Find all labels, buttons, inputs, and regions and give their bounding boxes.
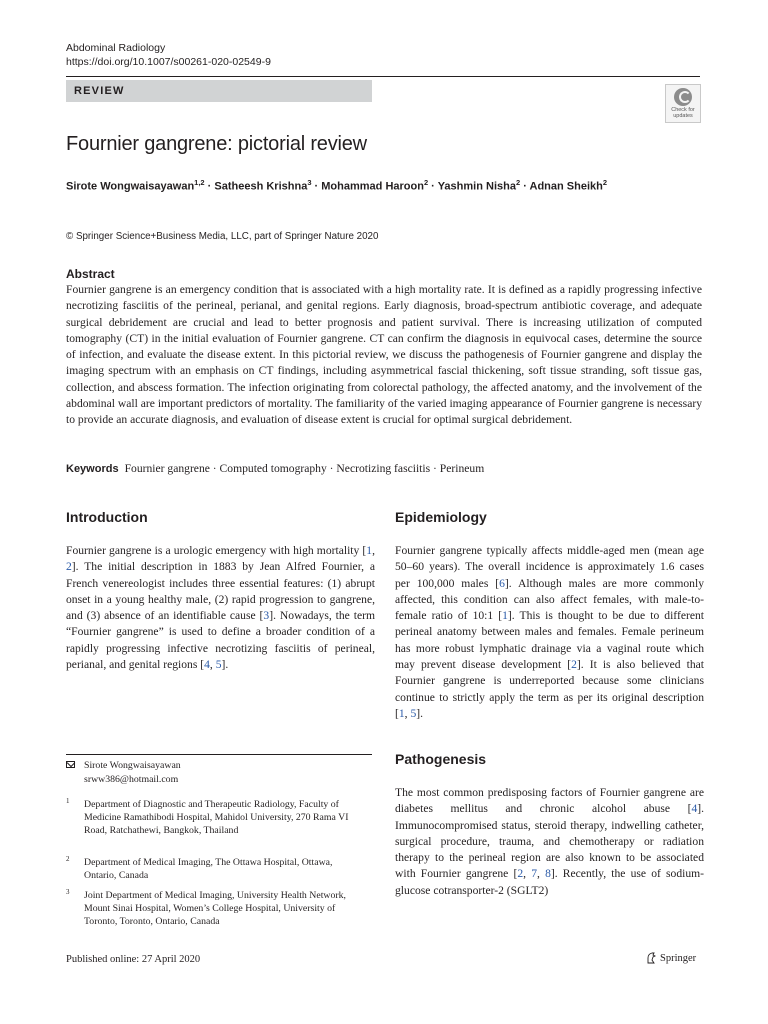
epidemiology-text: Fournier gangrene typically affects middle-aged men (mean age 50–60 years). The overall incidence is approximately 1.6 cases per 100,000 males [6]. Although males are more commonly affected, this condition can also affect females, with male-to-female ratio of 10:1 [1]. This is thought to be due to different perineal anatomy between males and females. Female perineum has more robust lymphatic drainage via a vaginal route which may prevent disease development [2]. It is also believed that Fournier gangrene is underreported because some clinicians continue to strictly apply the term as per its original description [1, 5]. [395, 544, 704, 720]
article-type-band: REVIEW [66, 80, 372, 102]
author-name[interactable]: Yashmin Nisha [437, 180, 516, 193]
check-for-updates-badge[interactable]: Check for updates [665, 84, 701, 123]
pathogenesis-heading: Pathogenesis [395, 751, 487, 767]
citation-link[interactable]: 8 [545, 867, 551, 881]
pathogenesis-text: The most common predisposing factors of Fournier gangrene are diabetes mellitus and chronic alcohol abuse [4]. Immunocompromised status, steroid therapy, indwelling catheter, surgical procedure, trauma, and chemotherapy or radiation therapy to the perineal region are also known to be associated with Fournier gangrene [2, 7, 8]. Recently, the use of sodium-glucose cotransporter-2 (SGLT2) [395, 786, 705, 897]
author-list: Sirote Wongwaisayawan$^{1,2}$ · Satheesh Krishna$^3$ · Mohammad Haroon$^2$ · Yashmin Nisha$^2$ · Adnan Sheikh$^2$ [66, 178, 608, 193]
author-affiliation: 2 [423, 178, 429, 187]
citation-link[interactable]: 3 [263, 609, 270, 623]
affiliation-number: 2 [66, 855, 70, 863]
author-name[interactable]: Adnan Sheikh [529, 180, 603, 193]
citation-link[interactable]: 2 [66, 560, 72, 574]
citation-link[interactable]: 7 [531, 867, 537, 881]
citation-link[interactable]: 5 [410, 706, 417, 720]
envelope-icon [66, 761, 75, 768]
affiliation-3 [66, 889, 356, 929]
journal-name: Abdominal Radiology [66, 42, 166, 54]
author-name[interactable]: Mohammad Haroon [321, 180, 424, 193]
citation-link[interactable]: 1 [398, 706, 405, 720]
abstract-text: Fournier gangrene is an emergency condition that is associated with a high mortality rate. It is defined as a rapidly progressing infective necrotizing fasciitis of the perineal, perianal, and genital regions. Early diagnosis, broad-spectrum antibiotic coverage, and adequate surgical debridement are crucial and lead to better prognosis and patient survival. There is increasing utilization of computed tomography (CT) in the initial evaluation of Fournier gangrene. CT can confirm the diagnosis in equivocal cases, determine the source of infection, and evaluate the disease extent. In this pictorial review, we discuss the pathogenesis of Fournier gangrene and display the imaging spectrum with an emphasis on CT findings, including asymmetrical fascial thickening, soft tissue stranding, soft tissue gas, collection, and abscess formation. The infection originating from colorectal pathology, the affected anatomy, and the involvement of the abdominal wall are important predictors of mortality. The familiarity of the varied imaging appearance of Fournier gangrene is necessary to provide an accurate diagnosis, and evaluation of disease extent is crucial for optimal surgical debridement. [66, 283, 702, 427]
published-date: Published online: 27 April 2020 [66, 954, 201, 965]
header-rule [66, 76, 700, 77]
keywords-line [66, 462, 484, 475]
introduction-text: Fournier gangrene is a urologic emergency with high mortality [1, 2]. The initial description in 1883 by Jean Alfred Fournier, a French venereologist includes three essential features: (1) abrupt onset in a young healthy male, (2) rapid progression to gangrene, and (3) absence of an identifiable cause [3]. Nowadays, the term “Fournier gangrene” is used to define a broader condition of a rapidly progressing infective necrotizing fasciitis of perineal, perianal, and genital regions [4, 5]. [66, 544, 375, 672]
citation-link[interactable]: 5 [215, 658, 222, 672]
citation-link[interactable]: 2 [517, 867, 524, 881]
citation-link[interactable]: 6 [499, 576, 505, 590]
author-affiliation: 3 [307, 178, 312, 187]
author-affiliation: 1,2 [194, 178, 205, 187]
abstract-heading: Abstract [66, 267, 115, 281]
publisher-logo[interactable] [646, 952, 696, 964]
citation-link[interactable]: 4 [204, 658, 210, 672]
publisher-name: Springer [660, 952, 697, 964]
citation-link[interactable]: 1 [502, 609, 508, 623]
affiliation-text: Department of Medical Imaging, The Ottawa Hospital, Ottawa, Ontario, Canada [84, 857, 333, 882]
article-title: Fournier gangrene: pictorial review [66, 133, 367, 155]
contact-name: Sirote Wongwaisayawan [84, 760, 181, 771]
journal-header [66, 41, 271, 69]
springer-horse-icon [646, 952, 656, 964]
contact-email[interactable]: srww386@hotmail.com [84, 773, 179, 785]
footnote-rule [66, 754, 372, 755]
copyright-notice: © Springer Science+Business Media, LLC, part of Springer Nature 2020 [66, 231, 379, 242]
affiliation-2 [66, 856, 356, 882]
affiliation-text: Joint Department of Medical Imaging, University Health Network, Mount Sinai Hospital, Women’s College Hospital, University of Toronto, Toronto, Ontario, Canada [84, 890, 346, 928]
author-name[interactable]: Satheesh Krishna [214, 180, 308, 193]
affiliation-number: 3 [66, 888, 70, 896]
affiliation-number: 1 [66, 797, 70, 805]
refresh-icon [674, 88, 692, 106]
author-name[interactable]: Sirote Wongwaisayawan [66, 180, 195, 193]
author-affiliation: 2 [602, 178, 608, 187]
citation-link[interactable]: 2 [571, 658, 577, 672]
keywords-label: Keywords [66, 463, 119, 475]
author-affiliation: 2 [515, 178, 521, 187]
citation-link[interactable]: 1 [366, 544, 373, 557]
citation-link[interactable]: 4 [691, 802, 698, 816]
affiliation-1 [66, 798, 356, 838]
introduction-heading: Introduction [66, 509, 148, 525]
doi-link[interactable]: https://doi.org/10.1007/s00261-020-02549-9 [66, 56, 271, 68]
affiliation-text: Department of Diagnostic and Therapeutic Radiology, Faculty of Medicine Ramathibodi Hospital, Mahidol University, 270 Rama VI Road, Ratchathewi, Bangkok, Thailand [84, 799, 349, 837]
keywords-text: Fournier gangrene · Computed tomography · Necrotizing fasciitis · Perineum [124, 462, 485, 475]
epidemiology-heading: Epidemiology [395, 509, 487, 525]
corresponding-author [66, 759, 181, 786]
